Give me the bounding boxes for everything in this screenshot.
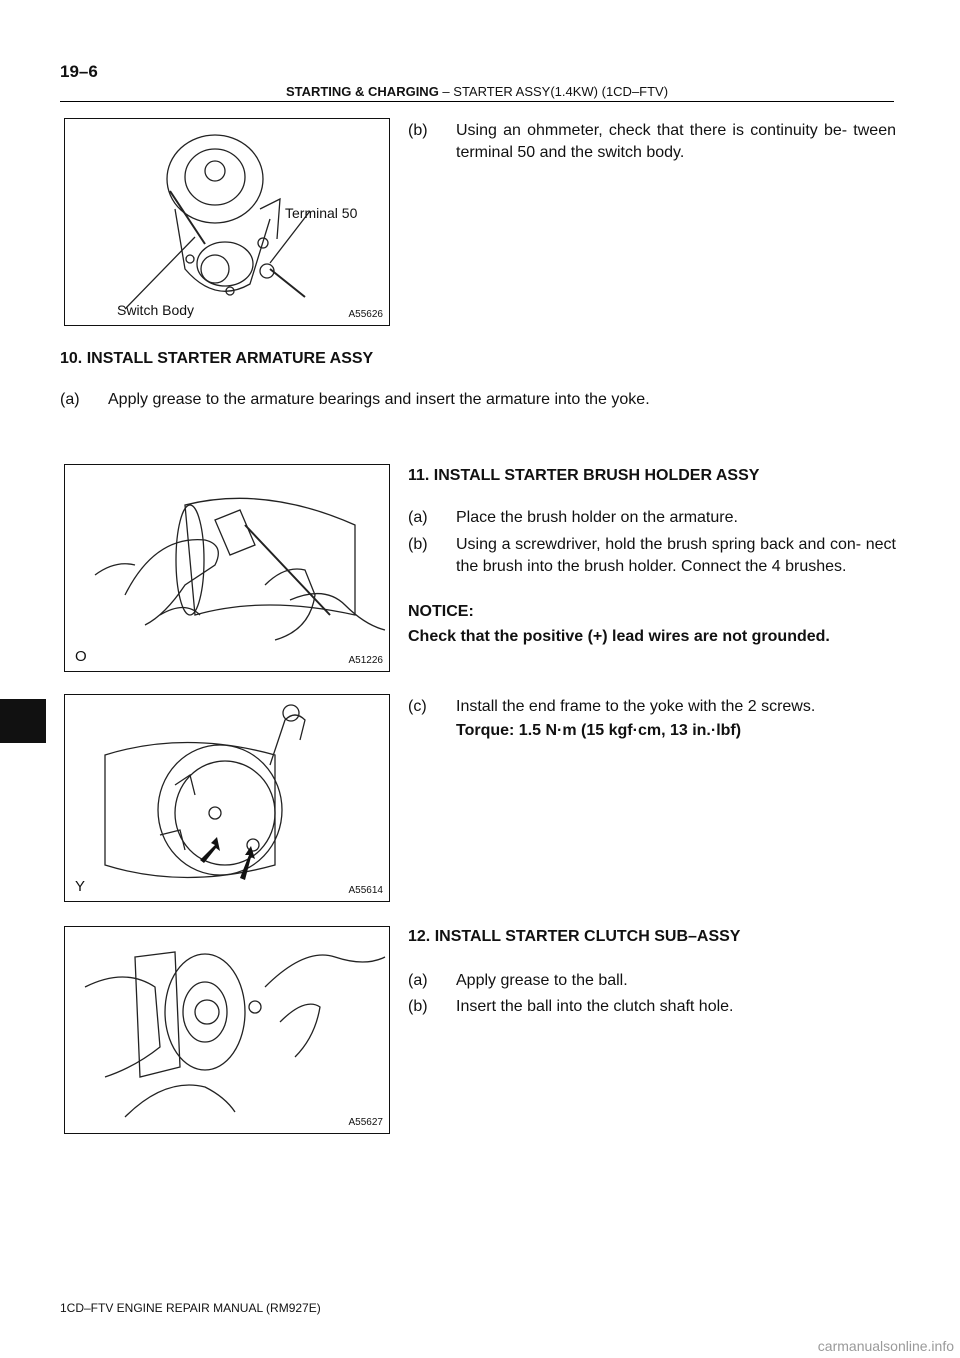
step-text: Insert the ball into the clutch shaft hole. <box>456 998 734 1015</box>
step-tag: (a) <box>408 509 428 526</box>
figure-letter: Y <box>75 878 86 895</box>
figure-id: A51226 <box>348 655 383 666</box>
figure-id: A55626 <box>348 309 383 320</box>
figure-id: A55627 <box>348 1117 383 1128</box>
header-subsection: STARTER ASSY(1.4KW) (1CD–FTV) <box>453 84 669 99</box>
figure-brush-holder <box>64 464 390 672</box>
step-text: Using an ohmmeter, check that there is continuity be- tween terminal 50 and the switch body. <box>456 122 896 161</box>
figure-switch-continuity-drawing <box>65 119 388 324</box>
section-12-step-a <box>408 970 896 992</box>
section-11-step-a <box>408 507 896 529</box>
step-text: Place the brush holder on the armature. <box>456 509 738 526</box>
section-11-heading: 11. INSTALL STARTER BRUSH HOLDER ASSY <box>408 467 760 484</box>
notice-text: Check that the positive (+) lead wires are not grounded. <box>408 628 830 645</box>
figure-letter: O <box>75 648 87 665</box>
section-10-step-a <box>60 389 896 411</box>
section-11-step-b <box>408 534 896 578</box>
step-tag: (a) <box>60 391 80 408</box>
step-text: Install the end frame to the yoke with the 2 screws. <box>456 698 816 715</box>
notice-title: NOTICE: <box>408 603 474 620</box>
header-rule <box>60 101 894 102</box>
figure-switch-continuity <box>64 118 390 326</box>
step-tag: (b) <box>408 536 428 553</box>
page-number: 19–6 <box>60 62 98 81</box>
label-terminal-50: Terminal 50 <box>285 205 358 221</box>
step-text: Using a screwdriver, hold the brush spring back and con- nect the brush into the brush holder. Connect the 4 brushes. <box>456 536 896 575</box>
header-separator: – <box>438 84 454 99</box>
step-tag: (c) <box>408 698 427 715</box>
watermark: carmanualsonline.info <box>817 1338 954 1354</box>
section-tab-marker <box>0 699 46 743</box>
figure-end-frame-drawing <box>65 695 388 900</box>
figure-id: A55614 <box>348 885 383 896</box>
step-tag: (b) <box>408 998 428 1015</box>
running-header <box>60 84 894 99</box>
footer-manual-title: 1CD–FTV ENGINE REPAIR MANUAL (RM927E) <box>60 1301 321 1315</box>
figure-brush-holder-drawing <box>65 465 388 670</box>
section-11-step-c <box>408 696 896 718</box>
figure-end-frame <box>64 694 390 902</box>
label-switch-body: Switch Body <box>117 302 195 318</box>
section-12-heading: 12. INSTALL STARTER CLUTCH SUB–ASSY <box>408 928 741 945</box>
section-10-heading: 10. INSTALL STARTER ARMATURE ASSY <box>60 350 374 367</box>
step-b-continuity <box>408 120 896 164</box>
step-tag: (b) <box>408 122 428 139</box>
torque-spec: Torque: 1.5 N·m (15 kgf·cm, 13 in.·lbf) <box>456 722 742 739</box>
figure-clutch-ball <box>64 926 390 1134</box>
step-tag: (a) <box>408 972 428 989</box>
header-section: STARTING & CHARGING <box>285 84 439 99</box>
section-12-step-b <box>408 996 896 1018</box>
step-text: Apply grease to the armature bearings and insert the armature into the yoke. <box>108 391 650 408</box>
figure-clutch-ball-drawing <box>65 927 388 1132</box>
step-text: Apply grease to the ball. <box>456 972 628 989</box>
